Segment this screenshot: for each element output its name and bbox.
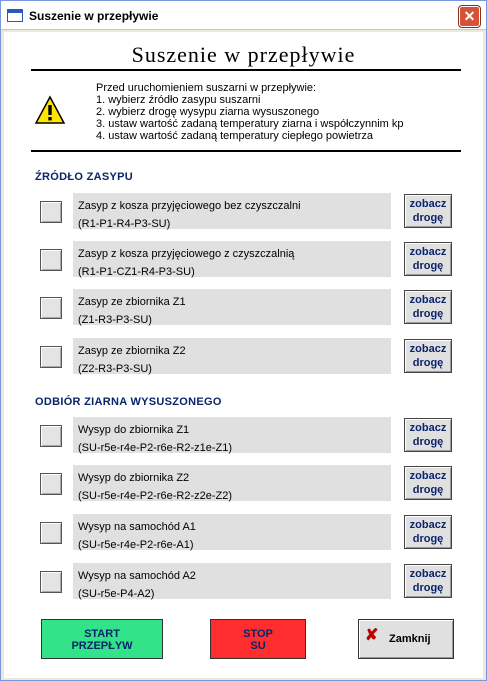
odbior-row-1	[40, 417, 455, 453]
show-route-label: drogę	[412, 533, 444, 545]
zasyp-route-2: (R1-P1-CZ1-R4-P3-SU)	[78, 266, 195, 278]
start-flow-button[interactable]	[41, 619, 163, 659]
odbior-description-4	[73, 563, 391, 599]
show-route-label: zobacz	[409, 343, 447, 355]
odbior-show-route-button-4[interactable]	[404, 564, 452, 598]
instruction-line: 3. ustaw wartość zadaną temperatury ziarna i współczynnim kp	[96, 118, 404, 130]
odbior-checkbox-3[interactable]	[40, 522, 62, 544]
zasyp-description-2	[73, 241, 391, 277]
instructions	[96, 82, 404, 142]
page-title: Suszenie w przepływie	[131, 42, 356, 67]
show-route-label: zobacz	[409, 519, 447, 531]
show-route-label: drogę	[412, 212, 444, 224]
zasyp-show-route-button-2[interactable]	[404, 242, 452, 276]
zasyp-checkbox-4[interactable]	[40, 346, 62, 368]
warning-triangle-icon	[34, 95, 66, 125]
show-route-label: drogę	[412, 260, 444, 272]
section-title-zasyp: ŹRÓDŁO ZASYPU	[35, 171, 134, 183]
x-icon: ✘	[365, 627, 379, 644]
zasyp-name-4: Zasyp ze zbiornika Z2	[78, 345, 186, 357]
section-title-odbior: ODBIÓR ZIARNA WYSUSZONEGO	[35, 396, 222, 408]
odbior-route-1: (SU-r5e-r4e-P2-r6e-R2-z1e-Z1)	[78, 442, 233, 454]
title-bar	[1, 1, 486, 30]
odbior-route-3: (SU-r5e-r4e-P2-r6e-A1)	[78, 539, 194, 551]
zasyp-description-3	[73, 289, 391, 325]
odbior-row-2	[40, 465, 455, 501]
instruction-line: 4. ustaw wartość zadaną temperatury ciepłego powietrza	[96, 130, 373, 142]
odbior-checkbox-1[interactable]	[40, 425, 62, 447]
odbior-row-4	[40, 563, 455, 599]
instruction-line: 2. wybierz drogę wysypu ziarna wysuszonego	[96, 106, 320, 118]
odbior-show-route-button-2[interactable]	[404, 466, 452, 500]
stop-su-button[interactable]	[210, 619, 306, 659]
close-label: Zamknij	[389, 633, 431, 645]
stop-label: SU	[250, 640, 266, 652]
divider-bottom	[31, 150, 461, 152]
close-button[interactable]	[358, 619, 454, 659]
zasyp-route-1: (R1-P1-R4-P3-SU)	[78, 218, 171, 230]
show-route-label: drogę	[412, 582, 444, 594]
show-route-label: drogę	[412, 357, 444, 369]
zasyp-checkbox-1[interactable]	[40, 201, 62, 223]
odbior-name-4: Wysyp na samochód A2	[78, 570, 196, 582]
start-label: START	[84, 628, 120, 640]
odbior-show-route-button-1[interactable]	[404, 418, 452, 452]
instruction-line: 1. wybierz źródło zasypu suszarni	[96, 94, 261, 106]
zasyp-name-3: Zasyp ze zbiornika Z1	[78, 296, 186, 308]
show-route-label: zobacz	[409, 470, 447, 482]
zasyp-description-4	[73, 338, 391, 374]
zasyp-row-4	[40, 338, 455, 374]
odbior-row-3	[40, 514, 455, 550]
start-label: PRZEPŁYW	[71, 640, 133, 652]
zasyp-row-3	[40, 289, 455, 325]
zasyp-name-2: Zasyp z kosza przyjęciowego z czyszczalnią	[78, 248, 295, 260]
odbior-route-4: (SU-r5e-P4-A2)	[78, 588, 155, 600]
instruction-line: Przed uruchomieniem suszarni w przepływie:	[96, 82, 317, 94]
zasyp-row-1	[40, 193, 455, 229]
odbior-description-1	[73, 417, 391, 453]
odbior-description-3	[73, 514, 391, 550]
odbior-checkbox-2[interactable]	[40, 473, 62, 495]
window-icon	[7, 9, 23, 22]
odbior-checkbox-4[interactable]	[40, 571, 62, 593]
zasyp-name-1: Zasyp z kosza przyjęciowego bez czyszczalni	[78, 200, 301, 212]
show-route-label: drogę	[412, 308, 444, 320]
zasyp-route-4: (Z2-R3-P3-SU)	[78, 363, 152, 375]
zasyp-show-route-button-3[interactable]	[404, 290, 452, 324]
odbior-description-2	[73, 465, 391, 501]
show-route-label: zobacz	[409, 198, 447, 210]
zasyp-description-1	[73, 193, 391, 229]
zasyp-route-3: (Z1-R3-P3-SU)	[78, 314, 152, 326]
show-route-label: zobacz	[409, 246, 447, 258]
show-route-label: zobacz	[409, 568, 447, 580]
client-area	[4, 32, 483, 678]
odbior-name-2: Wysyp do zbiornika Z2	[78, 472, 190, 484]
zasyp-checkbox-2[interactable]	[40, 249, 62, 271]
divider-top	[31, 69, 461, 71]
odbior-show-route-button-3[interactable]	[404, 515, 452, 549]
window-title: Suszenie w przepływie	[29, 9, 159, 23]
odbior-name-3: Wysyp na samochód A1	[78, 521, 196, 533]
odbior-route-2: (SU-r5e-r4e-P2-r6e-R2-z2e-Z2)	[78, 490, 233, 502]
show-route-label: drogę	[412, 436, 444, 448]
show-route-label: zobacz	[409, 294, 447, 306]
zasyp-show-route-button-1[interactable]	[404, 194, 452, 228]
zasyp-show-route-button-4[interactable]	[404, 339, 452, 373]
zasyp-checkbox-3[interactable]	[40, 297, 62, 319]
zasyp-row-2	[40, 241, 455, 277]
odbior-name-1: Wysyp do zbiornika Z1	[78, 424, 190, 436]
stop-label: STOP	[243, 628, 273, 640]
show-route-label: zobacz	[409, 422, 447, 434]
show-route-label: drogę	[412, 484, 444, 496]
close-window-button[interactable]: ✕	[459, 6, 480, 27]
